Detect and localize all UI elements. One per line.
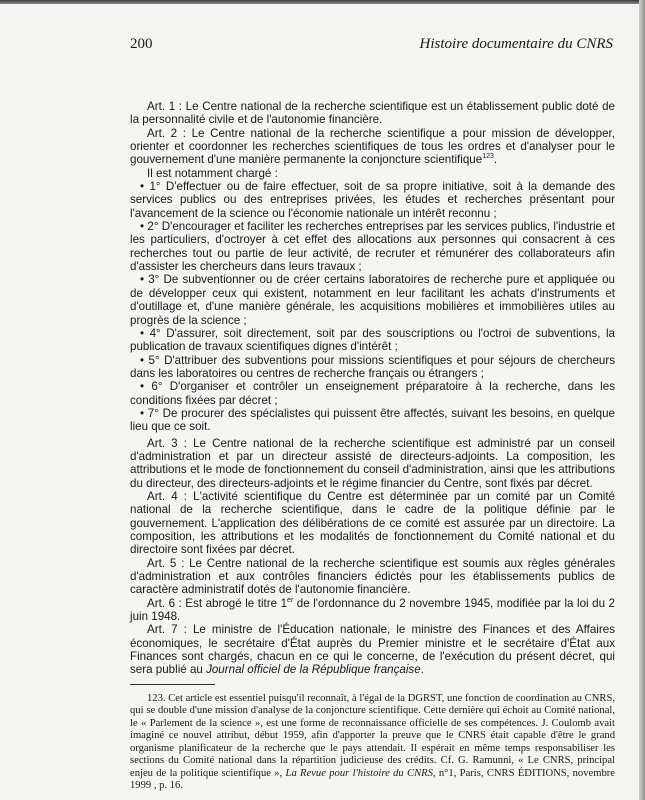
article-7-text: Art. 7 : Le ministre de l'Éducation nationale, le ministre des Finances et des Affaires économiques, le secrétaire d'État auprès du Premier ministre et le secrétaire d'État aux Finances sont chargés, chacun en ce qui le concerne, de l'exécution du présent décret, qui sera publié au: [130, 623, 615, 677]
page-right-shadow: [639, 0, 645, 800]
article-6-end: de l'ordonnance du 2 novembre 1945, modifiée par la loi du 2 juin 1948.: [130, 596, 615, 624]
footnote-text-end: , n°1, Paris, CNRS ÉDITIONS, novembre 1999 , p. 16.: [130, 767, 615, 792]
article-2: [130, 127, 615, 167]
article-6-text: Art. 6 : Est abrogé le titre 1: [147, 596, 288, 610]
article-2-end: .: [493, 153, 498, 167]
article-1: Art. 1 : Le Centre national de la recherche scientifique est un établissement public doté de la personnalité civile et de l'autonomie financière.: [130, 100, 615, 127]
running-head: Histoire documentaire du CNRS: [419, 36, 613, 52]
page-top-shadow: [0, 0, 645, 4]
footnote-separator: [130, 684, 215, 685]
mission-item-5: • 5° D'attribuer des subventions pour missions scientifiques et pour séjours de chercheurs dans les laboratoires ou centres de recherche français ou étrangers ;: [130, 353, 615, 380]
footnote-ref-123[interactable]: 123: [482, 153, 494, 161]
decree-text: [130, 100, 615, 793]
footnote-123: [130, 693, 615, 793]
article-6: [130, 597, 615, 624]
mission-item-2: • 2° D'encourager et faciliter les recherches entreprises par les services publics, l'industrie et les particuliers, d'octroyer à cet effet des allocations aux personnes qui consacrent à ces recherches tout ou partie de leur activité, de recruter et rémunérer des collaborateurs afin d'assister les chercheurs dans leurs travaux ;: [130, 220, 615, 274]
footnote-text: 123. Cet article est essentiel puisqu'il reconnaît, à l'égal de la DGRST, une fonction de coordination au CNRS, qui se double d'une mission d'analyse de la conjoncture scientifique. Cette dernière qui échoit au Comité national, le « Parlement de la science », est une forme de reconnaissance officielle de ses compétences. J. Coulomb avait imaginé ce nouvel attribut, début 1959, afin d'apporter la preuve que le CNRS était capable d'être le grand organisme planificateur de la recherche que le pays attendait. Il espérait en même temps responsabiliser les sections du Comité national dans la répartition judicieuse des crédits. Cf. G. Ramunni, « Le CNRS, principal enjeu de la politique scientifique »,: [130, 692, 615, 779]
journal-officiel-title: Journal officiel de la République française: [206, 663, 421, 677]
article-6-superscript: er: [287, 596, 294, 604]
article-7: [130, 623, 615, 676]
footnote-journal-title: La Revue pour l'histoire du CNRS: [285, 767, 433, 779]
article-3: Art. 3 : Le Centre national de la recherche scientifique est administré par un conseil d'administration et par un directeur assisté de directeurs-adjoints. La composition, les attributions et le mode de fonctionnement du conseil d'administration, ainsi que les attributions du directeur, des directeurs-adjoints et le régime financier du Centre, sont fixés par décret.: [130, 436, 615, 490]
article-7-end: .: [420, 663, 424, 677]
mission-item-6: • 6° D'organiser et contrôler un enseignement préparatoire à la recherche, dans les conditions fixées par décret ;: [130, 380, 615, 407]
article-2-text: Art. 2 : Le Centre national de la recherche scientifique a pour mission de développer, orienter et coordonner les recherches scientifiques de tous les ordres et d'analyser pour le gouvernement d'une manière permanente la conjoncture scientifique: [130, 126, 615, 167]
article-4: Art. 4 : L'activité scientifique du Centre est déterminée par un comité par un Comité national de la recherche scientifique, dans le cadre de la politique définie par le gouvernement. L'application des délibérations de ce comité est assurée par un directoire. La composition, les attributions et les modalités de fonctionnement du Comité national et du directoire sont fixées par décret.: [130, 489, 615, 557]
mission-item-7: • 7° De procurer des spécialistes qui puissent être affectés, suivant les besoins, en quelque lieu que ce soit.: [130, 406, 615, 434]
mission-item-4: • 4° D'assurer, soit directement, soit par des souscriptions ou l'octroi de subventions, la publication de travaux scientifiques dignes d'intérêt ;: [130, 326, 615, 354]
charged-intro: Il est notamment chargé :: [147, 166, 278, 180]
mission-item-3: • 3° De subventionner ou de créer certains laboratoires de recherche pure et appliquée ou de développer ceux qui existent, notamment en leur facilitant les achats d'instruments et d'outillage et, d'une manière générale, les acquisitions mobilières et immobilières utiles au progrès de la science ;: [130, 273, 615, 327]
article-5: Art. 5 : Le Centre national de la recherche scientifique est soumis aux règles générales d'administration et aux contrôles financiers édictés pour les établissements publics de caractère administratif dotés de l'autonomie financière.: [130, 556, 615, 597]
page-number: 200: [130, 36, 153, 52]
mission-item-1: • 1° D'effectuer ou de faire effectuer, soit de sa propre initiative, soit à la demande des services publics ou des entreprises privées, les études et recherches présentant pour l'avancement de la science ou l'économie nationale un intérêt reconnu ;: [130, 180, 615, 220]
